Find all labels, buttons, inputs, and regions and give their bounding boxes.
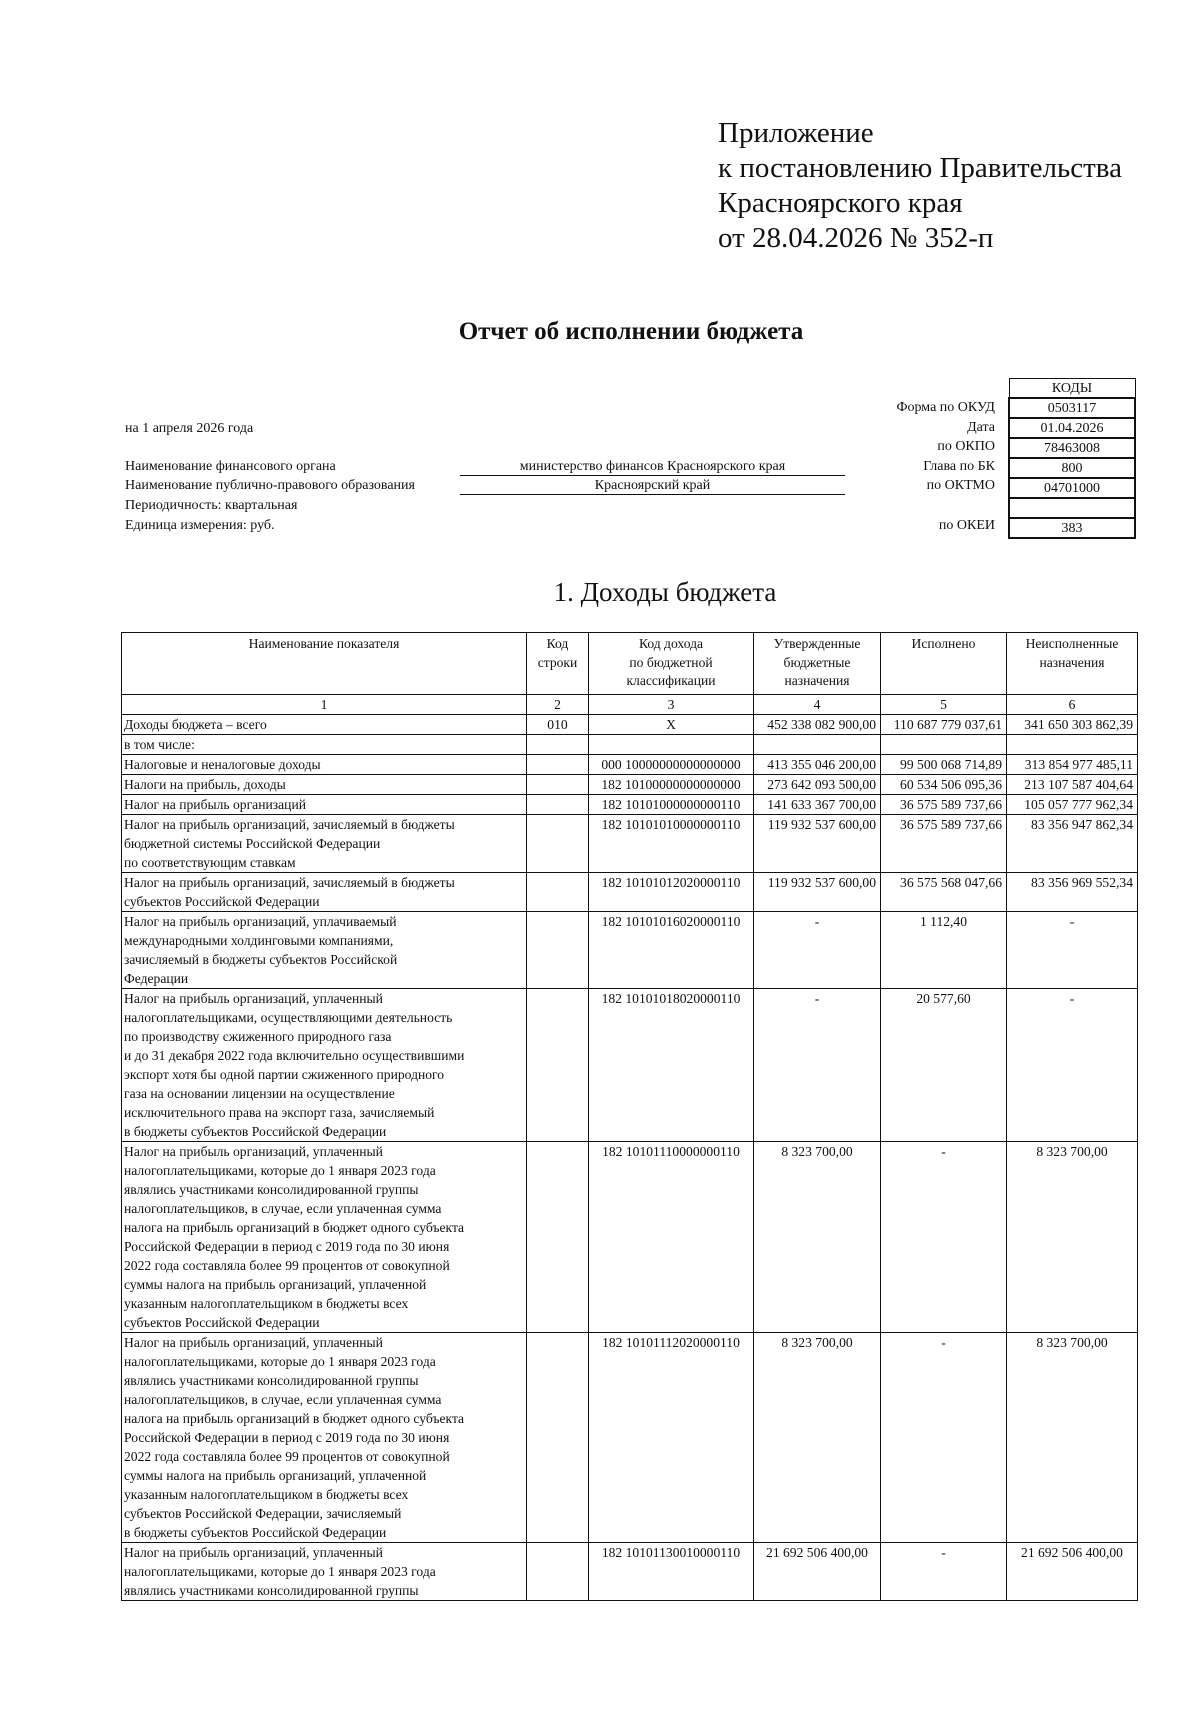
- row-income-code: 000 10000000000000000: [589, 755, 754, 775]
- row-name: Налог на прибыль организаций, уплаченный налогоплательщиками, осуществляющими деятельность по производству сжиженного природного газа и до 31 декабря 2022 года включительно осуществившими экспорт хотя бы одной партии сжиженного природного газа на основании лицензии на осуществление исключительного права на экспорт газа, зачисляемый в бюджеты субъектов Российской Федерации: [122, 989, 527, 1142]
- row-unexecuted: 213 107 587 404,64: [1007, 775, 1138, 795]
- row-name: Налог на прибыль организаций: [122, 795, 527, 815]
- code-label-okud: Форма по ОКУД: [896, 400, 995, 415]
- table-row: [122, 1543, 1138, 1601]
- appendix-line: Красноярского края: [718, 187, 963, 219]
- row-line-code: [527, 795, 589, 815]
- column-number: 4: [754, 695, 881, 715]
- section-title: 1. Доходы бюджета: [553, 577, 777, 607]
- row-line-code: [527, 873, 589, 912]
- row-line-code: 010: [527, 715, 589, 735]
- row-unexecuted: 21 692 506 400,00: [1007, 1543, 1138, 1601]
- row-executed: 36 575 589 737,66: [881, 815, 1007, 873]
- table-row: [122, 1142, 1138, 1333]
- header-line-code: Код строки: [527, 633, 589, 695]
- row-line-code: [527, 1333, 589, 1543]
- row-line-code: [527, 989, 589, 1142]
- row-income-code: 182 10101018020000110: [589, 989, 754, 1142]
- code-label-oktmo: по ОКТМО: [926, 478, 995, 493]
- row-unexecuted: -: [1007, 912, 1138, 989]
- header-name: Наименование показателя: [122, 633, 527, 695]
- row-approved: 119 932 537 600,00: [754, 873, 881, 912]
- row-executed: 110 687 779 037,61: [881, 715, 1007, 735]
- row-name: Налог на прибыль организаций, уплаченный налогоплательщиками, которые до 1 января 2023 года являлись участниками консолидированной группы: [122, 1543, 527, 1601]
- row-unexecuted: 105 057 777 962,34: [1007, 795, 1138, 815]
- row-unexecuted: -: [1007, 989, 1138, 1142]
- header-executed: Исполнено: [881, 633, 1007, 695]
- row-income-code: X: [589, 715, 754, 735]
- row-approved: 141 633 367 700,00: [754, 795, 881, 815]
- code-oktmo: 04701000: [1009, 478, 1135, 498]
- periodicity: Периодичность: квартальная: [125, 498, 298, 513]
- row-name: Налог на прибыль организаций, зачисляемый в бюджеты бюджетной системы Российской Федерации по соответствующим ставкам: [122, 815, 527, 873]
- row-executed: -: [881, 1543, 1007, 1601]
- row-executed: -: [881, 1333, 1007, 1543]
- column-number: 5: [881, 695, 1007, 715]
- row-line-code: [527, 1142, 589, 1333]
- header-approved: Утвержденные бюджетные назначения: [754, 633, 881, 695]
- row-name: Доходы бюджета – всего: [122, 715, 527, 735]
- table-row: [122, 873, 1138, 912]
- code-label-date: Дата: [967, 420, 995, 435]
- table-row: [122, 1333, 1138, 1543]
- row-income-code: 182 10101012020000110: [589, 873, 754, 912]
- row-executed: -: [881, 1142, 1007, 1333]
- row-approved: 21 692 506 400,00: [754, 1543, 881, 1601]
- row-executed: 36 575 589 737,66: [881, 795, 1007, 815]
- column-number-row: [122, 695, 1138, 715]
- code-label-glava: Глава по БК: [923, 459, 995, 474]
- row-name: Налог на прибыль организаций, уплаченный налогоплательщиками, которые до 1 января 2023 года являлись участниками консолидированной группы налогоплательщиков, в случае, если уплаченная сумма налога на прибыль организаций в бюджет одного субъекта Российской Федерации в период с 2019 года по 30 июня 2022 года составляла более 99 процентов от совокупной суммы налога на прибыль организаций, уплаченной указанным налогоплательщиком в бюджеты всех субъектов Российской Федерации, зачисляемый в бюджеты субъектов Российской Федерации: [122, 1333, 527, 1543]
- table-row: [122, 775, 1138, 795]
- row-approved: -: [754, 989, 881, 1142]
- entity-label: Наименование публично-правового образования: [125, 478, 415, 493]
- row-line-code: [527, 755, 589, 775]
- code-empty: [1009, 498, 1135, 518]
- row-executed: 36 575 568 047,66: [881, 873, 1007, 912]
- appendix-block: [718, 116, 1122, 256]
- row-unexecuted: [1007, 735, 1138, 755]
- column-number: 1: [122, 695, 527, 715]
- entity-value: Красноярский край: [460, 478, 845, 495]
- table-row: [122, 715, 1138, 735]
- table-row: [122, 755, 1138, 775]
- row-line-code: [527, 775, 589, 795]
- row-approved: -: [754, 912, 881, 989]
- table-row: [122, 815, 1138, 873]
- code-label-okei: по ОКЕИ: [938, 518, 995, 533]
- code-glava: 800: [1009, 458, 1135, 478]
- row-executed: [881, 735, 1007, 755]
- row-approved: 8 323 700,00: [754, 1333, 881, 1543]
- row-line-code: [527, 912, 589, 989]
- codes-header: КОДЫ: [1009, 379, 1135, 399]
- appendix-line: к постановлению Правительства: [718, 152, 1122, 184]
- row-name: Налог на прибыль организаций, уплачиваемый международными холдинговыми компаниями, зачисляемый в бюджеты субъектов Российской Федерации: [122, 912, 527, 989]
- row-approved: 452 338 082 900,00: [754, 715, 881, 735]
- column-number: 6: [1007, 695, 1138, 715]
- row-line-code: [527, 815, 589, 873]
- row-income-code: [589, 735, 754, 755]
- row-name: Налог на прибыль организаций, зачисляемый в бюджеты субъектов Российской Федерации: [122, 873, 527, 912]
- table-row: [122, 735, 1138, 755]
- row-income-code: 182 10101010000000110: [589, 815, 754, 873]
- row-name: Налог на прибыль организаций, уплаченный налогоплательщиками, которые до 1 января 2023 года являлись участниками консолидированной группы налогоплательщиков, в случае, если уплаченная сумма налога на прибыль организаций в бюджет одного субъекта Российской Федерации в период с 2019 года по 30 июня 2022 года составляла более 99 процентов от совокупной суммы налога на прибыль организаций, уплаченной указанным налогоплательщиком в бюджеты всех субъектов Российской Федерации: [122, 1142, 527, 1333]
- row-unexecuted: 341 650 303 862,39: [1007, 715, 1138, 735]
- table-row: [122, 912, 1138, 989]
- codes-table: [1008, 378, 1136, 539]
- appendix-line: Приложение: [718, 117, 874, 149]
- fin-org-value: министерство финансов Красноярского края: [460, 459, 845, 476]
- row-approved: [754, 735, 881, 755]
- code-date: 01.04.2026: [1009, 418, 1135, 438]
- row-executed: 99 500 068 714,89: [881, 755, 1007, 775]
- row-unexecuted: 8 323 700,00: [1007, 1142, 1138, 1333]
- row-line-code: [527, 735, 589, 755]
- code-okei: 383: [1009, 518, 1135, 538]
- unit: Единица измерения: руб.: [125, 518, 275, 533]
- report-title: Отчет об исполнении бюджета: [458, 318, 804, 345]
- row-income-code: 182 10101110000000110: [589, 1142, 754, 1333]
- appendix-line: от 28.04.2026 № 352-п: [718, 222, 994, 254]
- row-unexecuted: 8 323 700,00: [1007, 1333, 1138, 1543]
- row-approved: 273 642 093 500,00: [754, 775, 881, 795]
- income-table: [121, 632, 1138, 1601]
- row-unexecuted: 83 356 947 862,34: [1007, 815, 1138, 873]
- row-approved: 8 323 700,00: [754, 1142, 881, 1333]
- report-date: на 1 апреля 2026 года: [125, 421, 254, 436]
- row-income-code: 182 10101112020000110: [589, 1333, 754, 1543]
- row-unexecuted: 83 356 969 552,34: [1007, 873, 1138, 912]
- code-label-okpo: по ОКПО: [937, 439, 995, 454]
- column-number: 2: [527, 695, 589, 715]
- row-income-code: 182 10100000000000000: [589, 775, 754, 795]
- row-unexecuted: 313 854 977 485,11: [1007, 755, 1138, 775]
- row-line-code: [527, 1543, 589, 1601]
- row-executed: 20 577,60: [881, 989, 1007, 1142]
- code-okud: 0503117: [1009, 398, 1135, 418]
- row-approved: 119 932 537 600,00: [754, 815, 881, 873]
- fin-org-label: Наименование финансового органа: [125, 459, 336, 474]
- table-row: [122, 989, 1138, 1142]
- row-executed: 60 534 506 095,36: [881, 775, 1007, 795]
- row-income-code: 182 10101130010000110: [589, 1543, 754, 1601]
- header-unexecuted: Неисполненные назначения: [1007, 633, 1138, 695]
- code-okpo: 78463008: [1009, 438, 1135, 458]
- row-name: в том числе:: [122, 735, 527, 755]
- table-row: [122, 795, 1138, 815]
- row-income-code: 182 10101000000000110: [589, 795, 754, 815]
- row-approved: 413 355 046 200,00: [754, 755, 881, 775]
- header-income-code: Код дохода по бюджетной классификации: [589, 633, 754, 695]
- row-name: Налоговые и неналоговые доходы: [122, 755, 527, 775]
- row-name: Налоги на прибыль, доходы: [122, 775, 527, 795]
- row-income-code: 182 10101016020000110: [589, 912, 754, 989]
- column-number: 3: [589, 695, 754, 715]
- row-executed: 1 112,40: [881, 912, 1007, 989]
